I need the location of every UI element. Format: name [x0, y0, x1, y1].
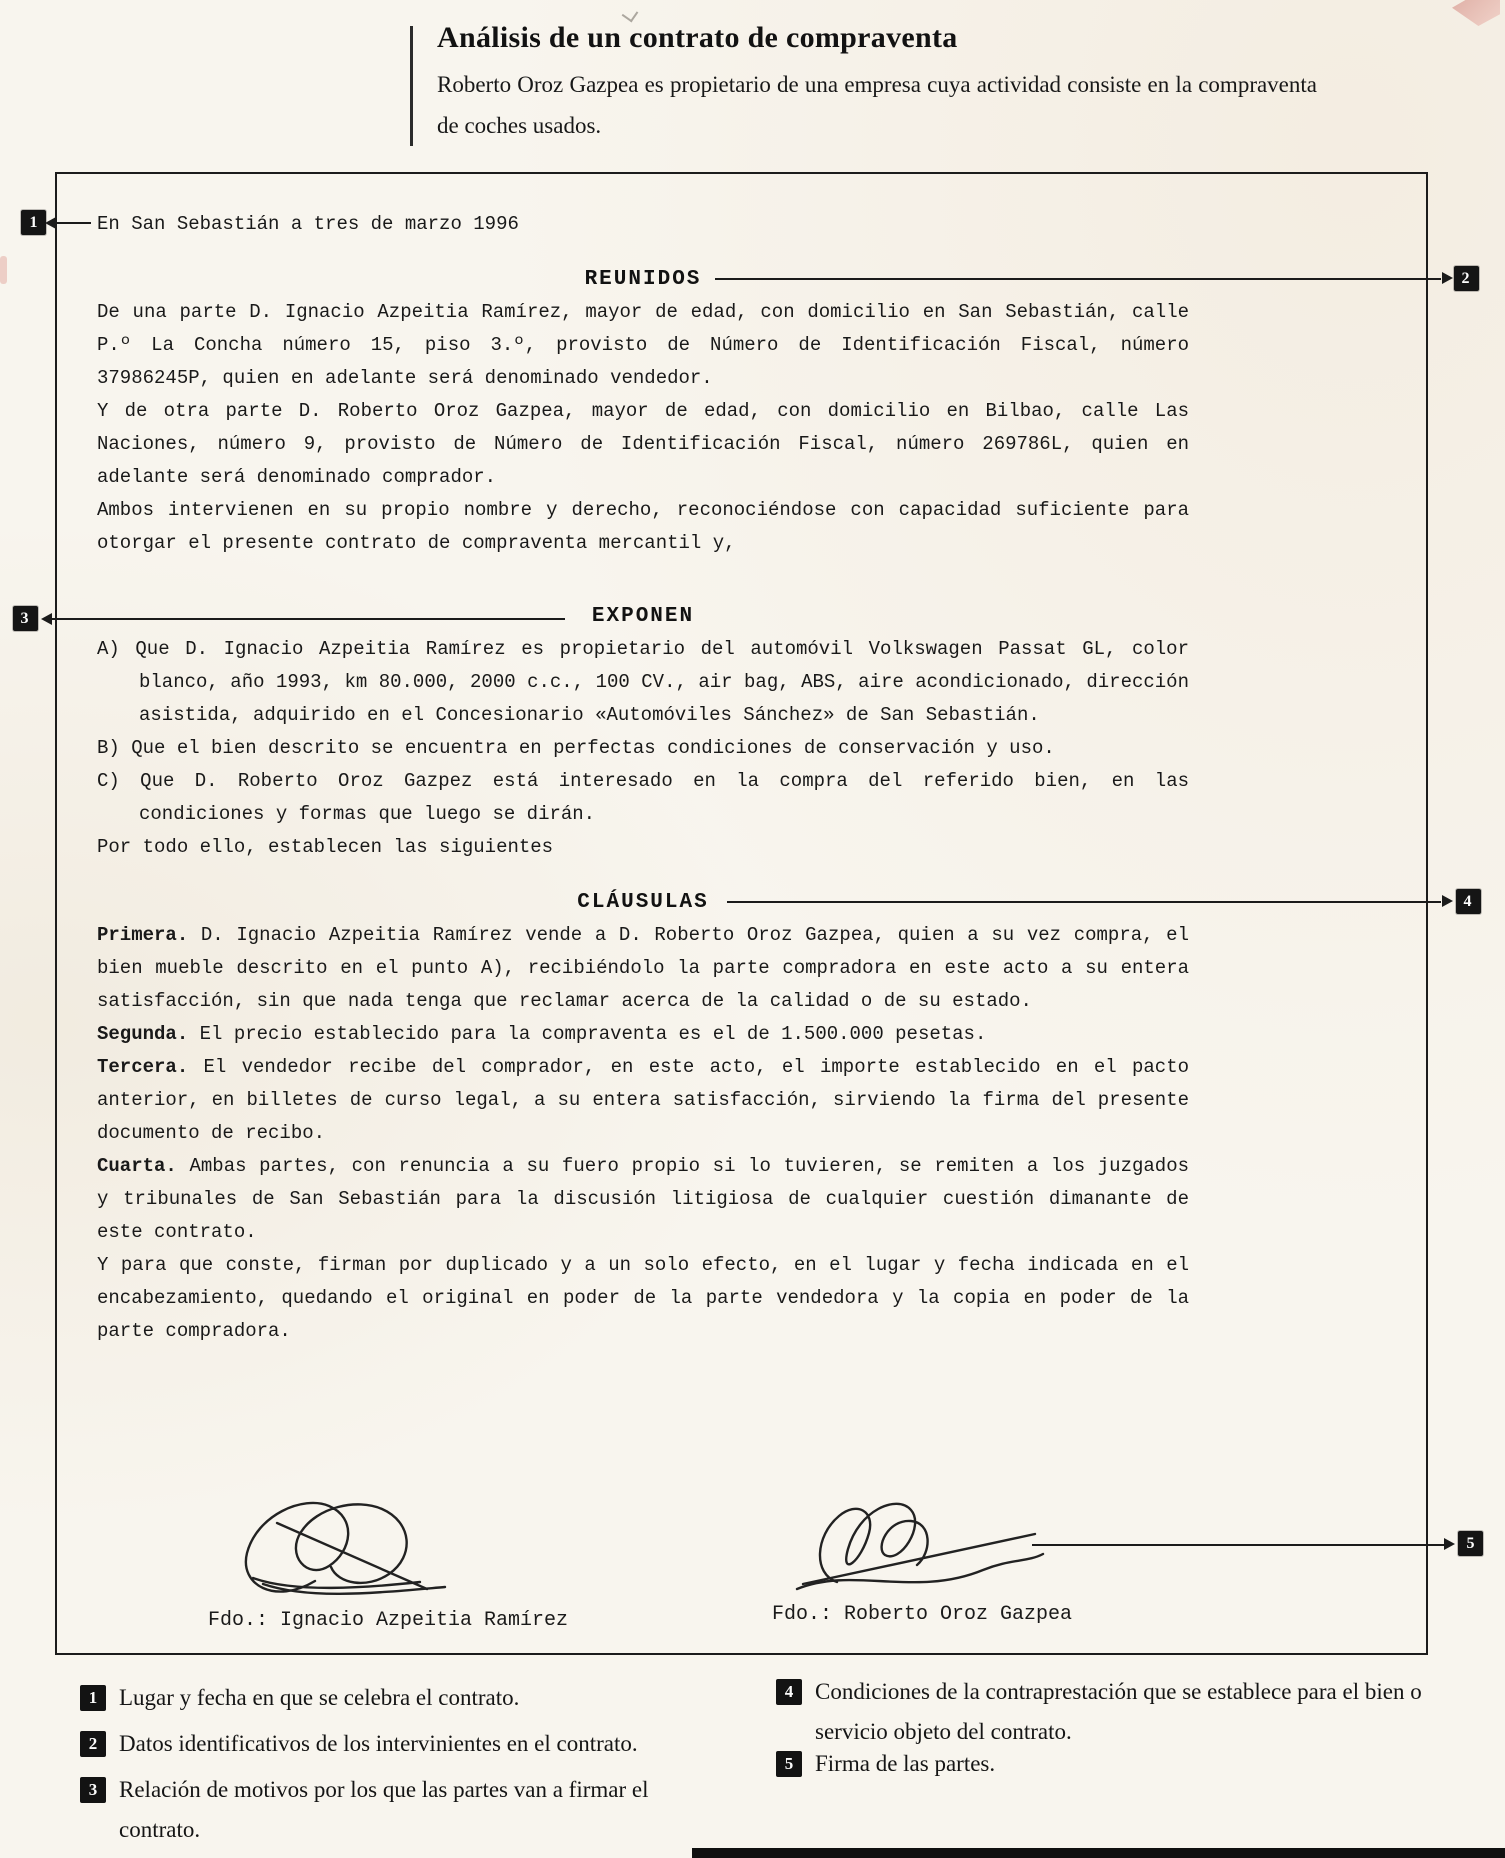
scan-artifact-pink-edge	[0, 256, 7, 284]
contract-document	[20, 172, 1474, 1655]
arrow-head-left-icon	[41, 613, 52, 625]
legend-text: Firma de las partes.	[815, 1751, 996, 1776]
arrow-line	[52, 618, 565, 620]
marker-3-badge: 3	[13, 606, 38, 631]
intro-text: Roberto Oroz Gazpea es propietario de una empresa cuya actividad consiste en la compraventa de coches usados.	[437, 72, 1317, 138]
legend-badge-5: 5	[776, 1751, 802, 1777]
page-title: Análisis de un contrato de compraventa	[437, 21, 958, 54]
paragraph-capacity: Ambos intervienen en su propio nombre y derecho, reconociéndose con capacidad suficiente para otorgar el presente contrato de compraventa mercantil y,	[97, 499, 1189, 554]
signature-seller	[215, 1485, 495, 1610]
section-heading-clausulas	[97, 886, 1474, 919]
clause-lead: Cuarta.	[97, 1155, 177, 1177]
item-text: Que el bien descrito se encuentra en perfectas condiciones de conservación y uso.	[131, 737, 1055, 759]
clause-lead: Segunda.	[97, 1023, 189, 1045]
arrow-line	[1032, 1544, 1444, 1546]
item-text: Que D. Roberto Oroz Gazpez está interesado en la compra del referido bien, en las condiciones y formas que luego se dirán.	[139, 770, 1189, 825]
signature-scribble-icon	[215, 1485, 495, 1610]
clause-lead: Primera.	[97, 924, 189, 946]
clause-lead: Tercera.	[97, 1056, 189, 1078]
signature-scribble-icon	[785, 1492, 1055, 1602]
section-heading-exponen	[20, 600, 1189, 633]
legend-badge-3: 3	[80, 1777, 106, 1803]
clause-text: Ambas partes, con renuncia a su fuero propio si lo tuvieren, se remiten a los juzgados y tribunales de San Sebastián para la discusión litigiosa de cualquier cuestión dimanante de este contrato.	[97, 1155, 1189, 1243]
exponen-item-b	[97, 732, 1189, 765]
dateline-text: En San Sebastián a tres de marzo 1996	[97, 213, 519, 235]
clause-text: D. Ignacio Azpeitia Ramírez vende a D. Roberto Oroz Gazpea, quien a su vez compra, el bien mueble descrito en el punto A), recibiéndolo la parte compradora en este acto a su entera satisfacción, sin que nada tenga que reclamar acerca de la calidad o de su estado.	[97, 924, 1189, 1012]
signature-buyer	[785, 1492, 1055, 1602]
marker-5-badge: 5	[1458, 1531, 1483, 1556]
scan-artifact-bottom-bar	[692, 1848, 1505, 1858]
legend-text: Condiciones de la contraprestación que se establece para el bien o servicio objeto del contrato.	[815, 1679, 1422, 1744]
marker-2-badge: 2	[1454, 266, 1479, 291]
clause-text: El vendedor recibe del comprador, en este acto, el importe establecido en el pacto anterior, en billetes de curso legal, a su entera satisfacción, sirviendo la firma del presente documento de recibo.	[97, 1056, 1190, 1144]
signature-label-seller: Fdo.: Ignacio Azpeitia Ramírez	[208, 1609, 569, 1632]
legend-item-4	[776, 1672, 1476, 1752]
arrow-line	[727, 901, 1441, 903]
legend-item-5	[776, 1744, 1296, 1784]
scan-artifact-pink-corner	[1452, 0, 1500, 26]
por-todo-line: Por todo ello, establecen las siguientes	[97, 836, 554, 858]
clausulas-heading-text: CLÁUSULAS	[577, 891, 709, 914]
clause-cuarta	[97, 1150, 1189, 1249]
clause-tercera	[97, 1051, 1189, 1150]
arrow-head-right-icon	[1442, 272, 1453, 284]
paragraph-seller: De una parte D. Ignacio Azpeitia Ramírez, mayor de edad, con domicilio en San Sebastián, calle P.º La Concha número 15, piso 3.º, provisto de Número de Identificación Fiscal, número 37986245P, quien en adelante será denominado vendedor.	[97, 301, 1189, 389]
arrow-line	[715, 278, 1441, 280]
clause-primera	[97, 919, 1189, 1018]
closing-paragraph: Y para que conste, firman por duplicado y a un solo efecto, en el lugar y fecha indicada en el encabezamiento, quedando el original en poder de la parte vendedora y la copia en poder de la parte compradora.	[97, 1254, 1189, 1342]
legend-item-1	[80, 1678, 720, 1718]
arrow-head-left-icon	[45, 217, 56, 229]
legend-badge-2: 2	[80, 1731, 106, 1757]
legend-text: Relación de motivos por los que las partes van a firmar el contrato.	[119, 1777, 649, 1842]
exponen-item-c	[97, 765, 1189, 831]
legend-text: Lugar y fecha en que se celebra el contrato.	[119, 1685, 520, 1710]
legend-item-3	[80, 1770, 725, 1850]
contract-dateline	[29, 208, 1189, 241]
clause-text: El precio establecido para la compraventa es el de 1.500.000 pesetas.	[199, 1023, 987, 1045]
section-heading-reunidos	[97, 263, 1472, 296]
legend-badge-4: 4	[776, 1679, 802, 1705]
marker-4-badge: 4	[1456, 889, 1481, 914]
item-label: B)	[97, 737, 120, 759]
marker-1-badge: 1	[21, 210, 46, 235]
item-label: C)	[97, 770, 120, 792]
legend-text: Datos identificativos de los intervinientes en el contrato.	[119, 1731, 638, 1756]
legend-item-2	[80, 1724, 740, 1764]
paragraph-buyer: Y de otra parte D. Roberto Oroz Gazpea, mayor de edad, con domicilio en Bilbao, calle Las Naciones, número 9, provisto de Número de Identificación Fiscal, número 269786L, quien en adelante será denominado comprador.	[97, 400, 1189, 488]
header-vertical-rule	[410, 26, 413, 146]
item-text: Que D. Ignacio Azpeitia Ramírez es propietario del automóvil Volkswagen Passat GL, color blanco, año 1993, km 80.000, 2000 c.c., 100 CV., air bag, ABS, aire acondicionado, dirección asistida, adquirido en el Concesionario «Automóviles Sánchez» de San Sebastián.	[135, 638, 1189, 726]
reunidos-heading-text: REUNIDOS	[584, 268, 702, 291]
arrow-head-right-icon	[1444, 1538, 1455, 1550]
exponen-item-a	[97, 633, 1189, 732]
item-label: A)	[97, 638, 120, 660]
clause-segunda	[97, 1018, 1189, 1051]
arrow-head-right-icon	[1442, 895, 1453, 907]
arrow-line	[56, 222, 91, 224]
legend-badge-1: 1	[80, 1685, 106, 1711]
signature-label-buyer: Fdo.: Roberto Oroz Gazpea	[772, 1603, 1073, 1626]
exponen-heading-text: EXPONEN	[591, 605, 695, 628]
